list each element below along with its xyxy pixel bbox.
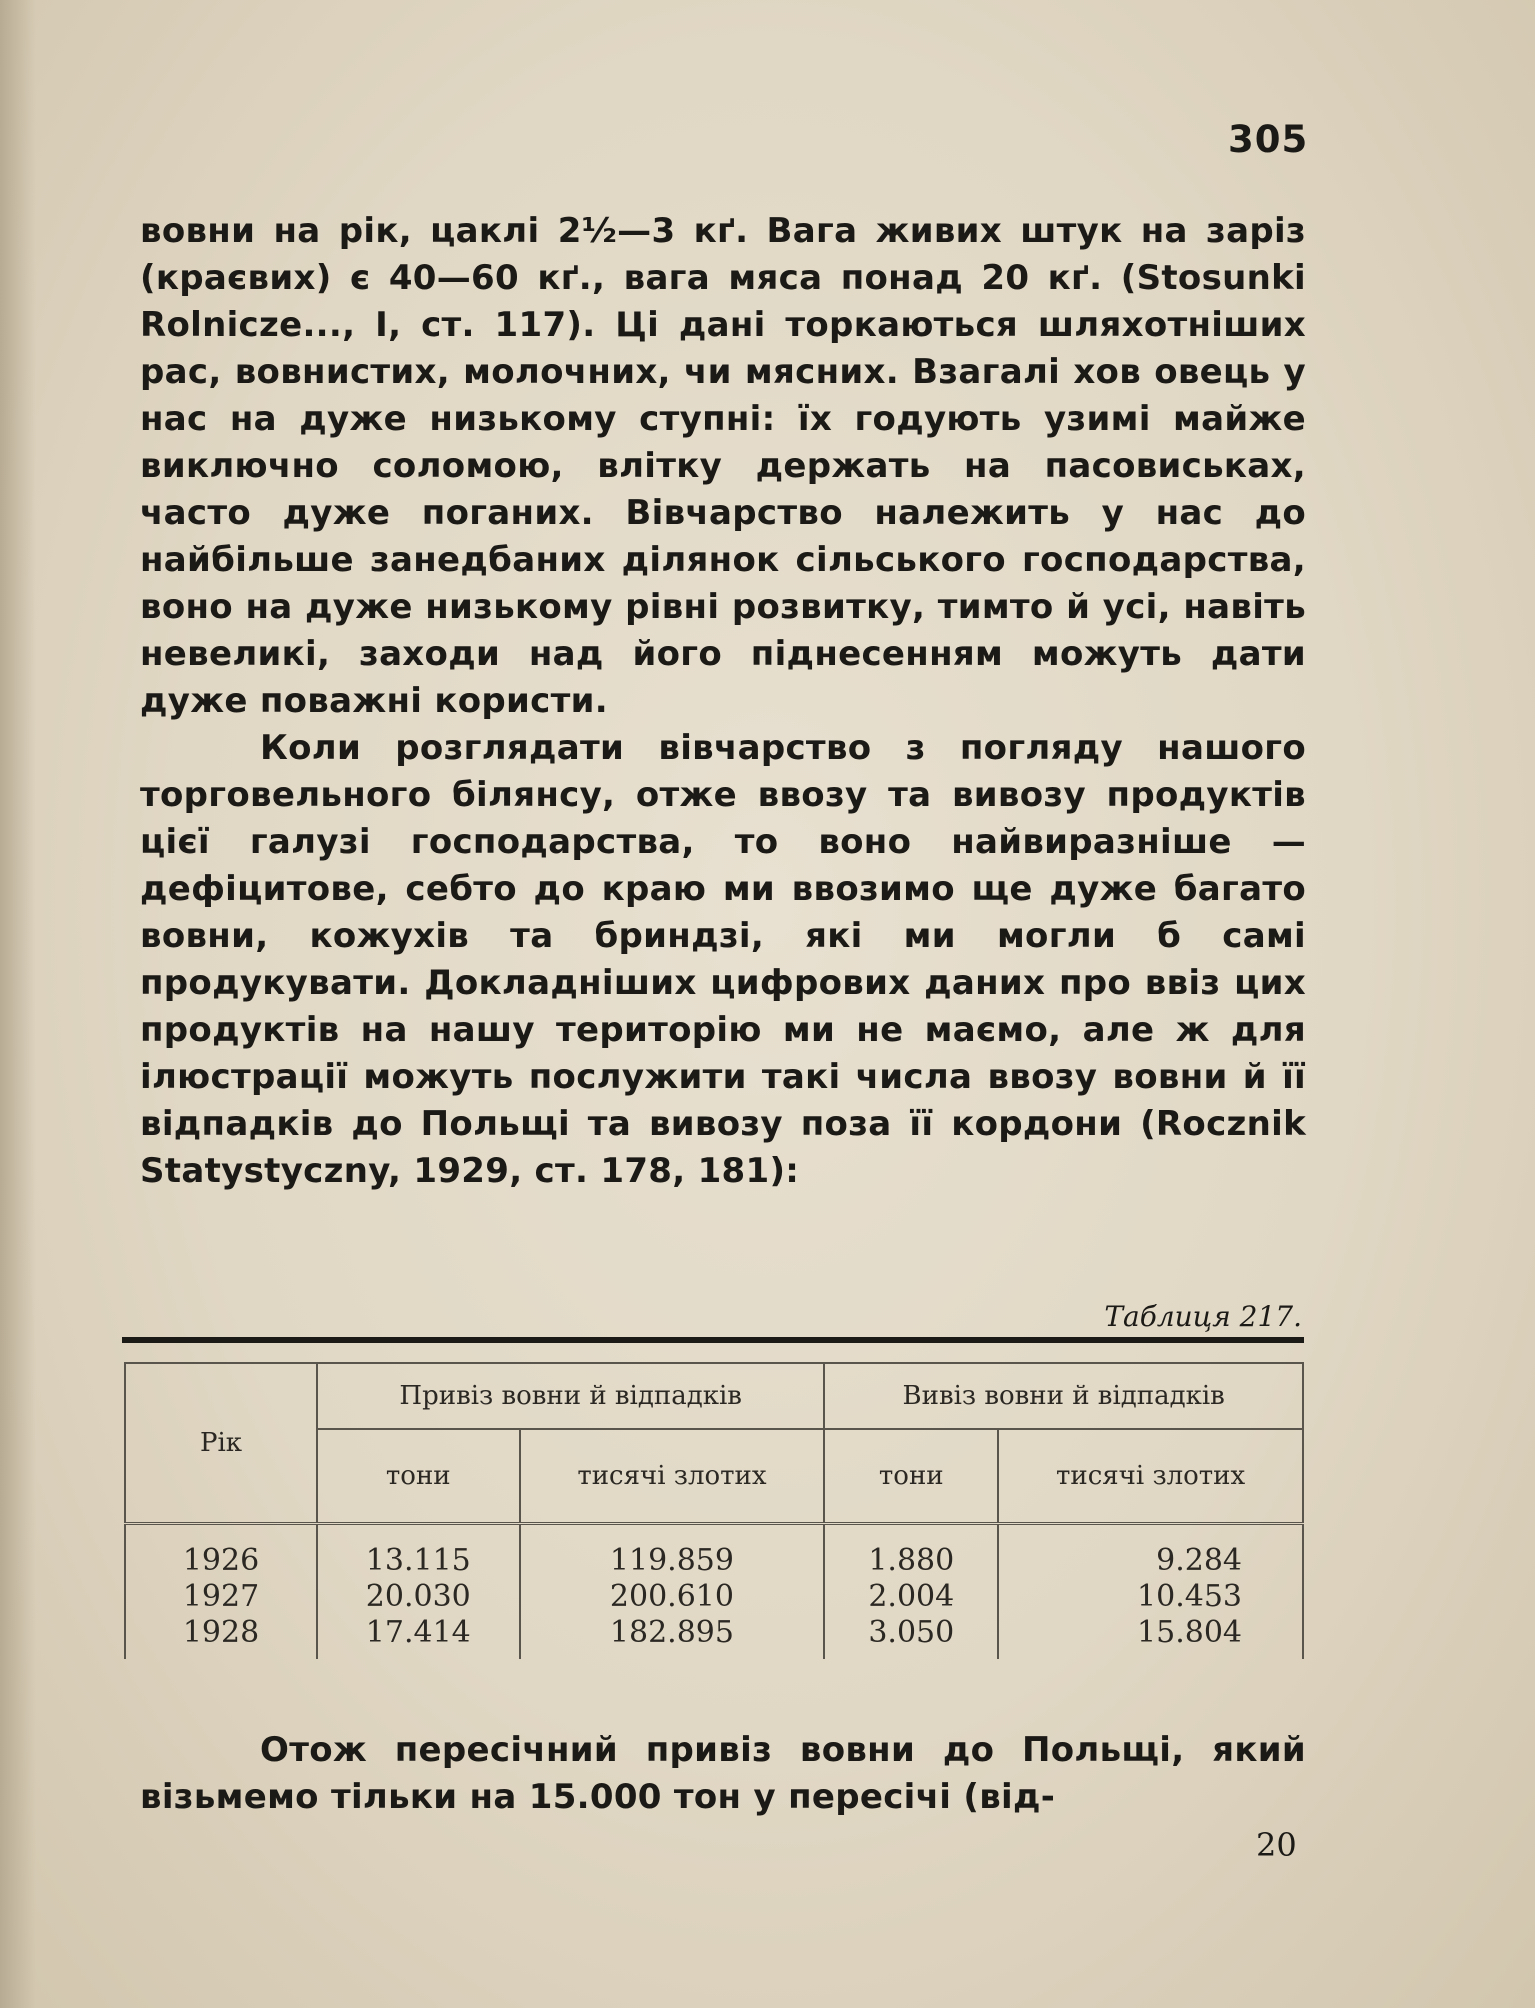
export-tons-header: тони — [824, 1429, 998, 1524]
table-cell: 17.414 — [317, 1615, 520, 1659]
wool-trade-table — [124, 1362, 1304, 1659]
paragraph-3: Отож пересічний привіз вовни до Польщі, який візьмемо тільки на 15.000 тон у пересічі (від- — [140, 1730, 1306, 1817]
table-top-rule — [122, 1337, 1304, 1343]
table-cell: 10.453 — [998, 1579, 1303, 1615]
import-value-header: тисячі злотих — [520, 1429, 825, 1524]
continuation-text — [140, 1727, 1306, 1821]
table-cell-year: 1928 — [125, 1615, 317, 1659]
export-value-header: тисячі злотих — [998, 1429, 1303, 1524]
year-column-header: Рік — [125, 1363, 317, 1524]
page-edge-shadow — [0, 0, 36, 2008]
table-cell: 13.115 — [317, 1543, 520, 1579]
import-tons-header: тони — [317, 1429, 520, 1524]
table-cell-year: 1926 — [125, 1543, 317, 1579]
body-text — [140, 208, 1306, 1195]
printer-signature-mark: 20 — [1256, 1826, 1297, 1864]
table-row — [125, 1579, 1303, 1615]
table-cell: 119.859 — [520, 1543, 825, 1579]
table-cell: 3.050 — [824, 1615, 998, 1659]
table-cell-year: 1927 — [125, 1579, 317, 1615]
table-row — [125, 1543, 1303, 1579]
paragraph-1: вовни на рік, цаклі 2½—3 кґ. Вага живих штук на заріз (краєвих) є 40—60 кґ., вага мяса понад 20 кґ. (Stosunki Rolnicze..., I, ст. 117). Ці дані торкаються шляхотніших рас, вовнистих, молочних, чи мясних. Взагалі хов овець у нас на дуже низькому ступні: їх годують узимі майже виключно соломою, влітку держать на пасовиськах, часто дуже поганих. Вівчарство належить у нас до найбільше занедбаних ділянок сільського господарства, воно на дуже низькому рівні розвитку, тимто й усі, навіть невеликі, заходи над його піднесенням можуть дати дуже поважні користи. — [140, 211, 1306, 721]
table-cell: 1.880 — [824, 1543, 998, 1579]
table-cell: 15.804 — [998, 1615, 1303, 1659]
table-cell: 20.030 — [317, 1579, 520, 1615]
import-group-header: Привіз вовни й відпадків — [317, 1363, 824, 1429]
table-cell: 200.610 — [520, 1579, 825, 1615]
page-number: 305 — [1228, 118, 1309, 161]
table-row — [125, 1615, 1303, 1659]
table-cell: 182.895 — [520, 1615, 825, 1659]
export-group-header: Вивіз вовни й відпадків — [824, 1363, 1303, 1429]
paragraph-2: Коли розглядати вівчарство з погляду нашого торговельного білянсу, отже ввозу та вивозу продуктів цієї галузі господарства, то воно найвиразніше — дефіцитове, себто до краю ми ввозимо ще дуже багато вовни, кожухів та бриндзі, які ми могли б самі продукувати. Докладніших цифрових даних про ввіз цих продуктів на нашу територію ми не маємо, але ж для ілюстрації можуть послужити такі числа ввозу вовни й її відпадків до Польщі та вивозу поза її кордони (Rocznik Statystyczny, 1929, ст. 178, 181): — [140, 728, 1306, 1191]
table-cell: 2.004 — [824, 1579, 998, 1615]
table-caption: Таблиця 217. — [1104, 1300, 1302, 1333]
table-cell: 9.284 — [998, 1543, 1303, 1579]
